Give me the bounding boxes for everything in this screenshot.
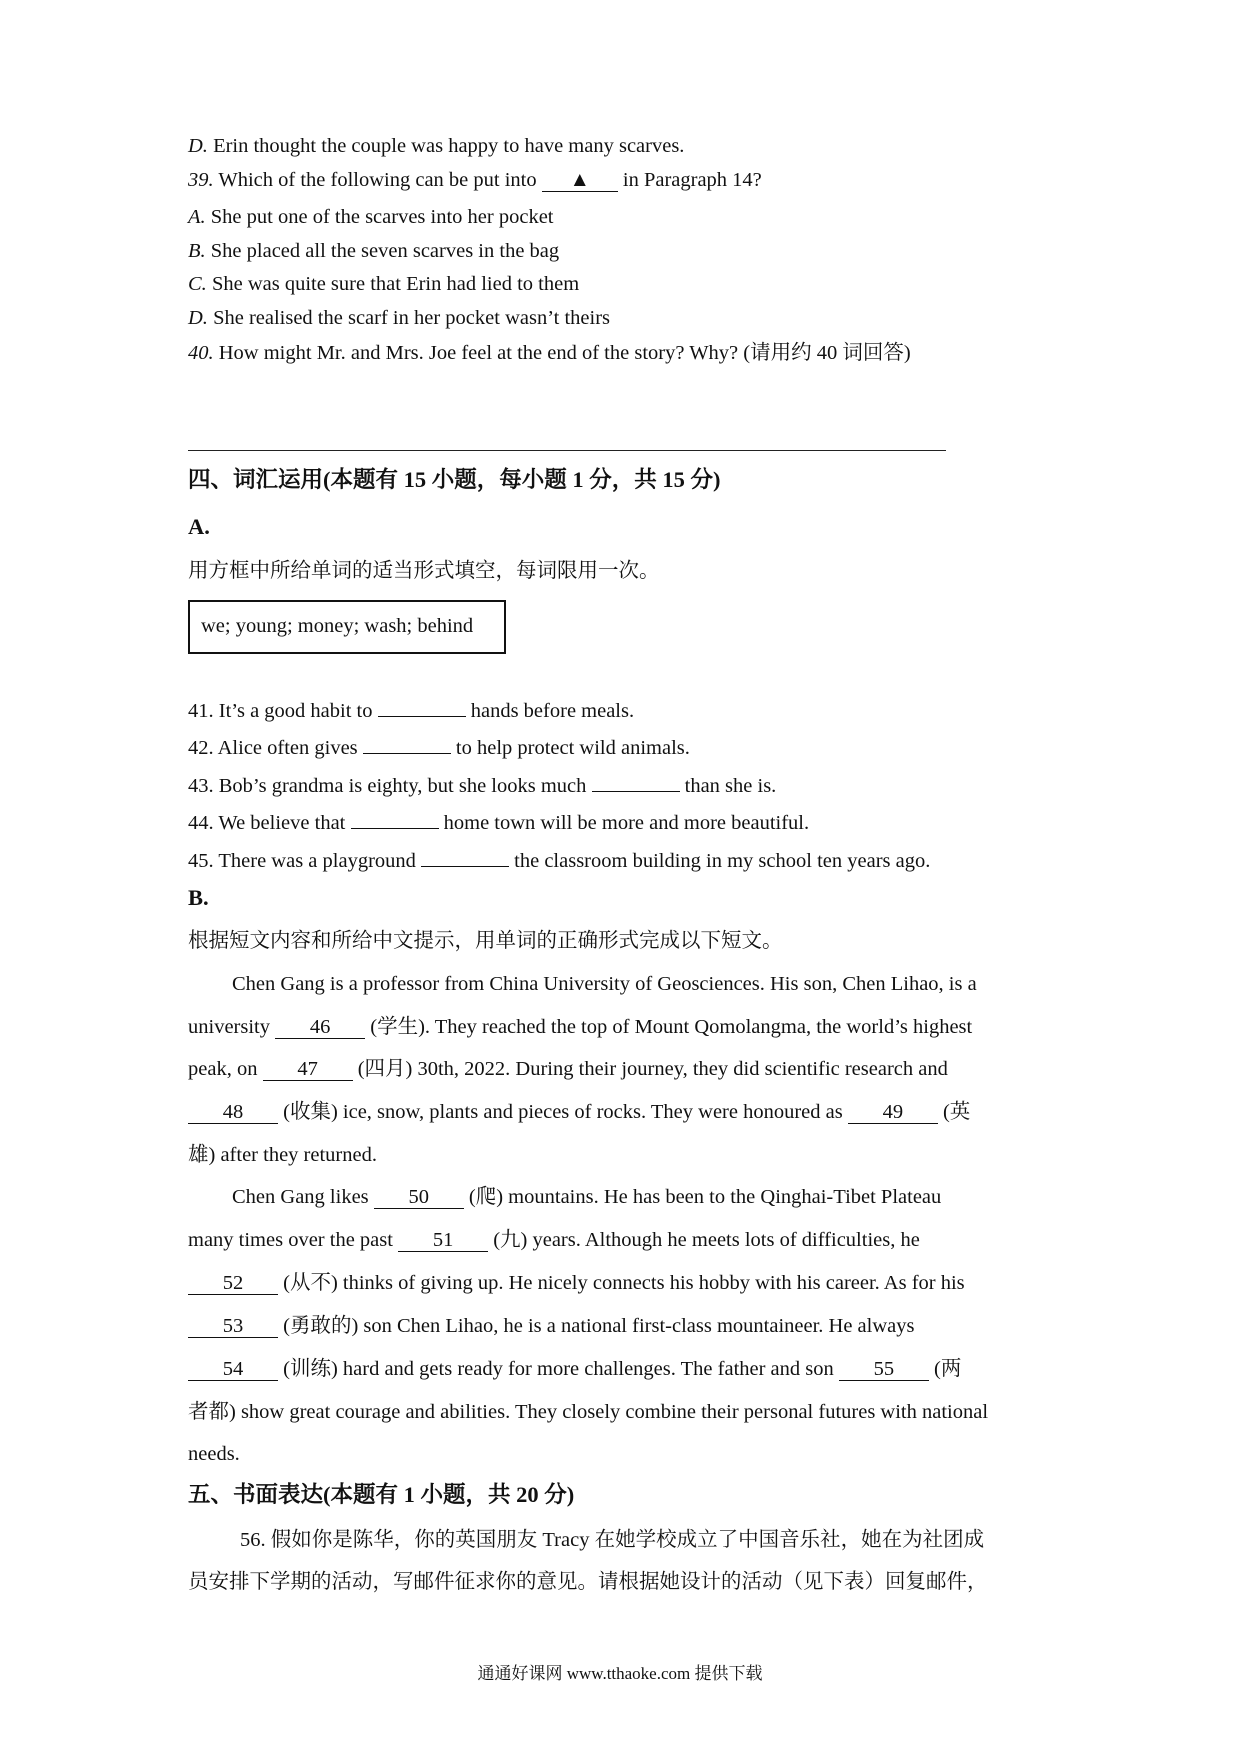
- q40-answer-line[interactable]: [188, 450, 946, 451]
- passage-p2-line5: [188, 1354, 961, 1384]
- question-text-after: in Paragraph 14?: [617, 169, 762, 191]
- answer-blank[interactable]: [363, 731, 451, 754]
- answer-blank-46[interactable]: 46: [275, 1016, 365, 1039]
- passage-p1-line3: [188, 1054, 948, 1084]
- part-a-label: A.: [188, 514, 210, 539]
- q45: [188, 844, 930, 876]
- option-label: D.: [188, 307, 208, 329]
- passage-text: (九) years. Although he meets lots of difficulties, he: [488, 1229, 920, 1251]
- item-text-before: 44. We believe that: [188, 812, 351, 834]
- passage-text: university: [188, 1016, 276, 1038]
- answer-blank[interactable]: [351, 806, 439, 829]
- item-text-before: 45. There was a playground: [188, 850, 422, 872]
- word-box: [188, 600, 506, 654]
- part-b-label: B.: [188, 885, 209, 910]
- passage-text: (学生). They reached the top of Mount Qomolangma, the world’s highest: [365, 1016, 973, 1038]
- passage-text: peak, on: [188, 1058, 263, 1080]
- part-a-instruction: 用方框中所给单词的适当形式填空，每词限用一次。: [188, 560, 660, 582]
- passage-text: (两: [928, 1358, 962, 1380]
- passage-p1-line4: [188, 1097, 970, 1127]
- item-text-before: 41. It’s a good habit to: [188, 700, 378, 722]
- word-box-text: we; young; money; wash; behind: [201, 615, 474, 637]
- option-label: A.: [188, 206, 206, 228]
- passage-p2-line6: 者都) show great courage and abilities. They closely combine their personal futures with national: [188, 1401, 989, 1423]
- answer-blank-51[interactable]: 51: [398, 1229, 488, 1252]
- answer-blank-55[interactable]: 55: [839, 1358, 929, 1381]
- passage-text: (训练) hard and gets ready for more challenges. The father and son: [278, 1358, 839, 1380]
- question-text: How might Mr. and Mrs. Joe feel at the end of the story? Why? (请用约 40 词回答): [213, 342, 911, 364]
- item-text-after: home town will be more and more beautiful.: [438, 812, 810, 834]
- q56-line1: 56. 假如你是陈华，你的英国朋友 Tracy 在她学校成立了中国音乐社，她在为社团成: [240, 1529, 985, 1551]
- option-label: D.: [188, 135, 208, 157]
- item-text-after: hands before meals.: [465, 700, 635, 722]
- question-text-before: Which of the following can be put into: [213, 169, 542, 191]
- answer-blank[interactable]: [592, 769, 680, 792]
- answer-blank-53[interactable]: 53: [188, 1315, 278, 1338]
- q42: [188, 731, 690, 763]
- section5-heading: 五、书面表达(本题有 1 小题，共 20 分): [188, 1482, 575, 1507]
- passage-p2-line1: [232, 1182, 941, 1212]
- answer-blank-54[interactable]: 54: [188, 1358, 278, 1381]
- q44: [188, 806, 809, 838]
- item-text-before: 42. Alice often gives: [188, 737, 363, 759]
- passage-text: (收集) ice, snow, plants and pieces of rocks. They were honoured as: [278, 1101, 848, 1123]
- q39-option-c: [188, 269, 579, 299]
- item-text-after: than she is.: [679, 775, 777, 797]
- passage-text: many times over the past: [188, 1229, 399, 1251]
- page-footer: 通通好课网 www.tthaoke.com 提供下载: [477, 1664, 763, 1683]
- answer-blank-47[interactable]: 47: [263, 1058, 353, 1081]
- option-text: Erin thought the couple was happy to have many scarves.: [207, 135, 685, 157]
- answer-blank-52[interactable]: 52: [188, 1272, 278, 1295]
- answer-blank-triangle: ▲: [542, 169, 618, 192]
- passage-text: (英: [937, 1101, 971, 1123]
- option-label: B.: [188, 240, 206, 262]
- passage-p2-line2: [188, 1225, 920, 1255]
- section4-heading: 四、词汇运用(本题有 15 小题，每小题 1 分，共 15 分): [188, 467, 721, 492]
- q40-stem: [188, 338, 911, 368]
- passage-p2-line3: [188, 1268, 965, 1298]
- item-text-after: to help protect wild animals.: [450, 737, 690, 759]
- q39-option-a: [188, 202, 554, 232]
- q43: [188, 769, 776, 801]
- option-label: C.: [188, 273, 207, 295]
- option-text: She put one of the scarves into her pocket: [205, 206, 554, 228]
- option-text: She was quite sure that Erin had lied to them: [206, 273, 580, 295]
- answer-blank-49[interactable]: 49: [848, 1101, 938, 1124]
- passage-p2-line7: needs.: [188, 1443, 240, 1465]
- passage-text: (四月) 30th, 2022. During their journey, they did scientific research and: [352, 1058, 948, 1080]
- option-text: She realised the scarf in her pocket wasn’t theirs: [207, 307, 611, 329]
- passage-p2-line4: [188, 1311, 914, 1341]
- q41: [188, 694, 634, 726]
- q39-stem: [188, 165, 762, 195]
- passage-text: (勇敢的) son Chen Lihao, he is a national first-class mountaineer. He always: [278, 1315, 915, 1337]
- passage-p1-line5: 雄) after they returned.: [188, 1144, 377, 1166]
- answer-blank-48[interactable]: 48: [188, 1101, 278, 1124]
- passage-p1-line1: Chen Gang is a professor from China University of Geosciences. His son, Chen Lihao, is a: [232, 973, 977, 995]
- q38-option-d: [188, 131, 684, 161]
- passage-text: (从不) thinks of giving up. He nicely connects his hobby with his career. As for his: [278, 1272, 965, 1294]
- question-number: 39.: [188, 169, 214, 191]
- answer-blank-50[interactable]: 50: [374, 1186, 464, 1209]
- part-b-instruction: 根据短文内容和所给中文提示，用单词的正确形式完成以下短文。: [188, 930, 783, 952]
- option-text: She placed all the seven scarves in the bag: [205, 240, 560, 262]
- question-number: 40.: [188, 342, 214, 364]
- answer-blank[interactable]: [421, 844, 509, 867]
- passage-text: Chen Gang likes: [232, 1186, 374, 1208]
- answer-blank[interactable]: [378, 694, 466, 717]
- q56-line2: 员安排下学期的活动，写邮件征求你的意见。请根据她设计的活动（见下表）回复邮件，: [188, 1571, 988, 1593]
- passage-p1-line2: [188, 1012, 972, 1042]
- item-text-before: 43. Bob’s grandma is eighty, but she looks much: [188, 775, 592, 797]
- q39-option-d: [188, 303, 610, 333]
- passage-text: (爬) mountains. He has been to the Qinghai-Tibet Plateau: [463, 1186, 942, 1208]
- q39-option-b: [188, 236, 559, 266]
- item-text-after: the classroom building in my school ten years ago.: [509, 850, 931, 872]
